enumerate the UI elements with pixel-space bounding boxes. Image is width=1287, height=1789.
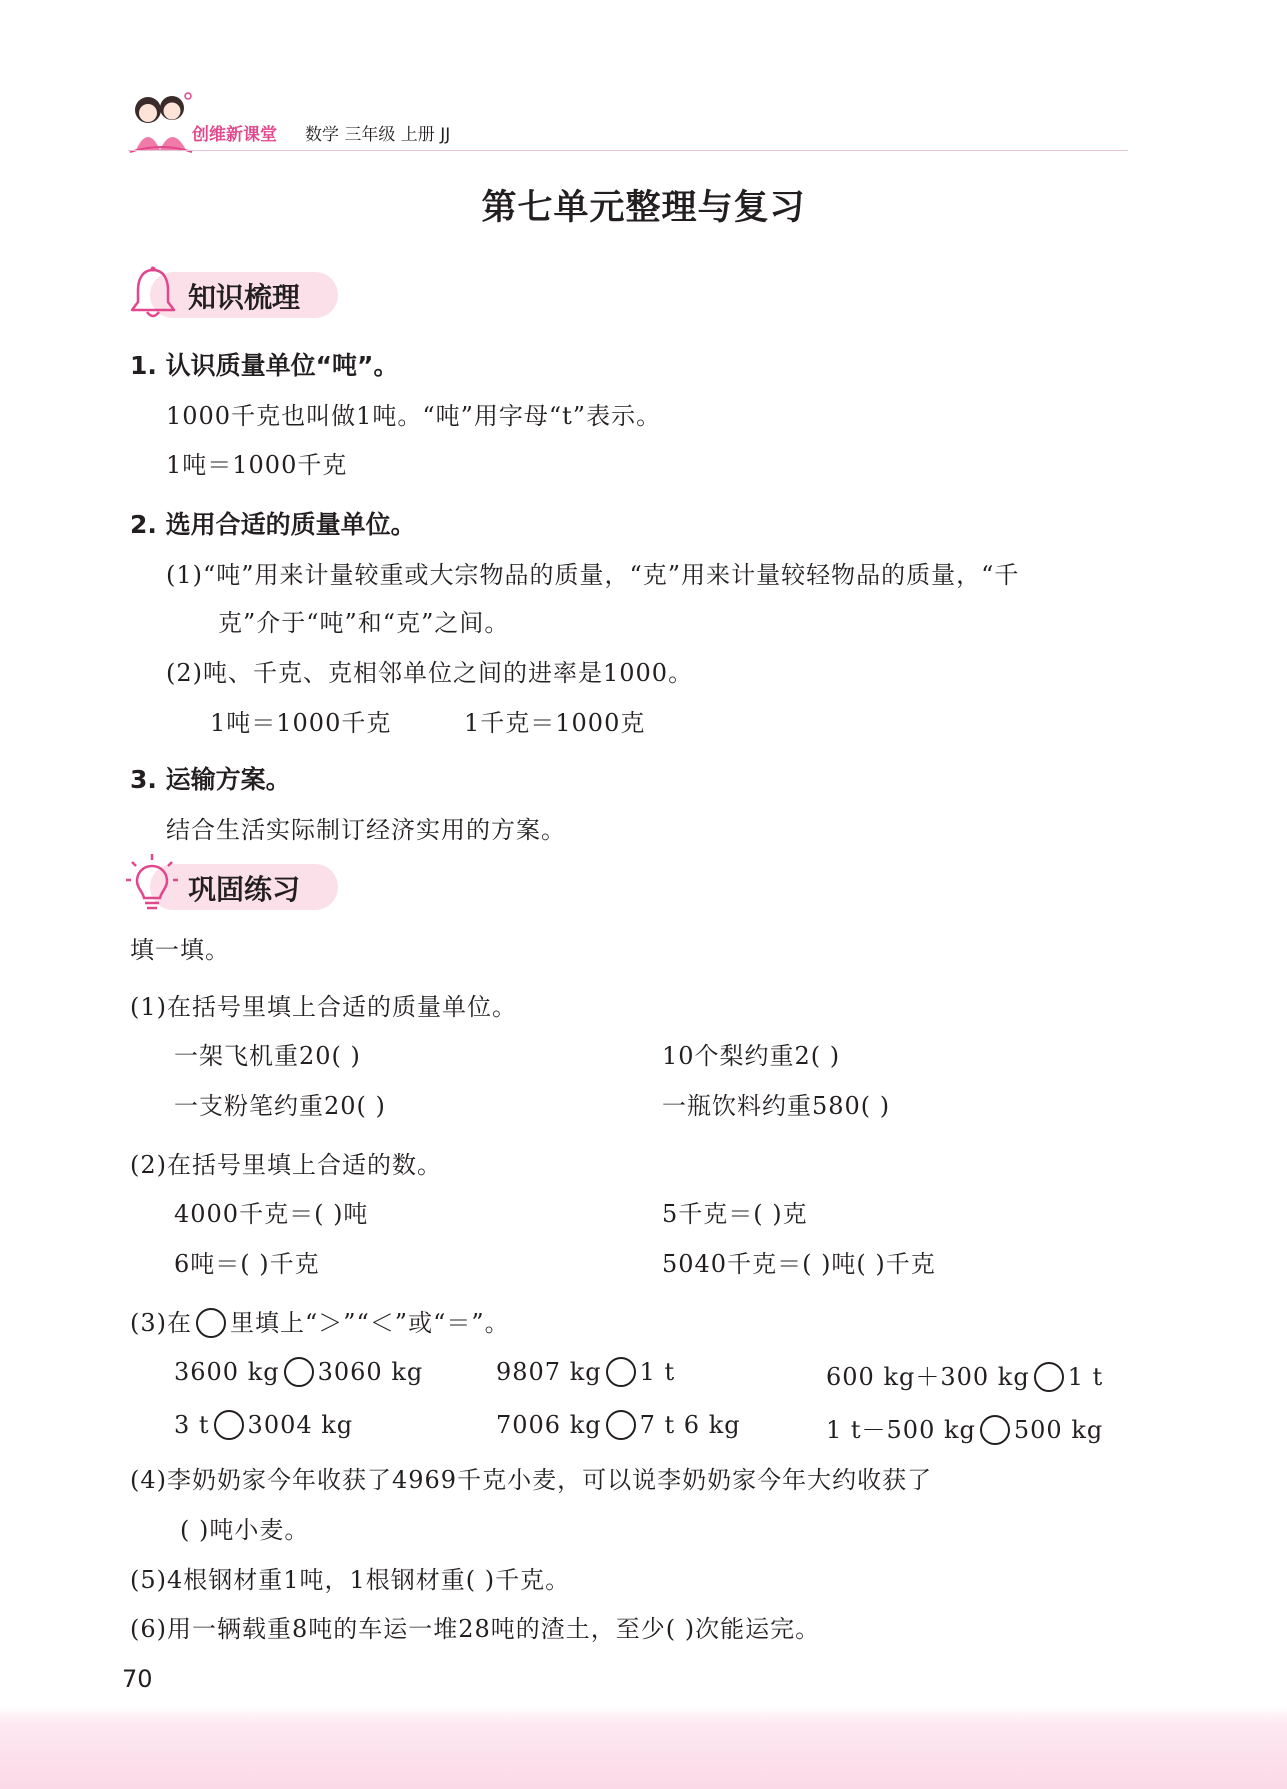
q3-d-right: 3004 kg	[247, 1411, 354, 1439]
q2-d: 5040千克＝( )吨( )千克	[662, 1250, 936, 1278]
item2-p1-line1: (1)“吨”用来计量较重或大宗物品的质量，“克”用来计量较轻物品的质量，“千	[166, 561, 1020, 589]
brand-name: 创维新课堂	[192, 125, 277, 145]
section-knowledge-label: 知识梳理	[188, 281, 301, 314]
compare-circle	[196, 1308, 226, 1338]
q3-b-left: 9807 kg	[496, 1358, 602, 1386]
answer-circle[interactable]	[606, 1357, 636, 1387]
header-divider	[128, 150, 1128, 151]
section-practice-label: 巩固练习	[188, 873, 301, 906]
q3-e	[496, 1410, 741, 1440]
q3-d	[174, 1410, 353, 1440]
q3-b-right: 1 t	[639, 1358, 676, 1386]
item3-heading: 3. 运输方案。	[130, 765, 291, 794]
page-title: 第七单元整理与复习	[481, 188, 806, 228]
q3-f	[826, 1410, 1103, 1445]
item2-p1-line2: 克”介于“吨”和“克”之间。	[218, 609, 510, 637]
q2-c: 6吨＝( )千克	[174, 1250, 320, 1278]
q3-c-left: 600 kg＋300 kg	[826, 1363, 1030, 1391]
q2-stem: (2)在括号里填上合适的数。	[130, 1151, 442, 1179]
answer-circle[interactable]	[214, 1410, 244, 1440]
q1-b: 10个梨约重2( )	[662, 1042, 841, 1070]
q1-c: 一支粉笔约重20( )	[174, 1092, 386, 1120]
page-number: 70	[122, 1665, 153, 1693]
answer-circle[interactable]	[1034, 1362, 1064, 1392]
q1-a: 一架飞机重20( )	[174, 1042, 361, 1070]
q3-stem-post: 里填上“＞”“＜”或“＝”。	[230, 1309, 510, 1337]
footer-band	[0, 1706, 1287, 1789]
answer-circle[interactable]	[980, 1415, 1010, 1445]
item2-eq2: 1千克＝1000克	[464, 709, 646, 737]
answer-circle[interactable]	[606, 1410, 636, 1440]
q3-f-left: 1 t－500 kg	[826, 1416, 976, 1444]
q3-d-left: 3 t	[174, 1411, 210, 1439]
q5: (5)4根钢材重1吨，1根钢材重( )千克。	[130, 1566, 571, 1594]
q3-c	[826, 1357, 1103, 1392]
q3-a-right: 3060 kg	[317, 1358, 424, 1386]
q3-a	[174, 1357, 423, 1387]
q1-d: 一瓶饮料约重580( )	[662, 1092, 891, 1120]
bell-icon	[128, 264, 178, 322]
q3-f-right: 500 kg	[1013, 1416, 1104, 1444]
item2-eq1: 1吨＝1000千克	[210, 709, 392, 737]
item1-heading: 1. 认识质量单位“吨”。	[130, 351, 399, 380]
answer-circle[interactable]	[284, 1357, 314, 1387]
practice-intro: 填一填。	[130, 936, 230, 964]
q2-b: 5千克＝( )克	[662, 1200, 808, 1228]
q3-b	[496, 1357, 675, 1387]
item1-line1: 1000千克也叫做1吨。“吨”用字母“t”表示。	[166, 402, 662, 430]
q4-line2: ( )吨小麦。	[180, 1516, 310, 1544]
q2-a: 4000千克＝( )吨	[174, 1200, 369, 1228]
item2-p2-line1: (2)吨、千克、克相邻单位之间的进率是1000。	[166, 659, 694, 687]
item3-line1: 结合生活实际制订经济实用的方案。	[166, 816, 566, 844]
item2-heading: 2. 选用合适的质量单位。	[130, 510, 416, 539]
q3-stem	[130, 1303, 510, 1338]
q3-e-right: 7 t 6 kg	[639, 1411, 741, 1439]
subject-label: 数学 三年级 上册 JJ	[305, 125, 451, 145]
lightbulb-icon	[124, 852, 180, 914]
q3-c-right: 1 t	[1067, 1363, 1104, 1391]
q3-a-left: 3600 kg	[174, 1358, 280, 1386]
q3-stem-pre: (3)在	[130, 1309, 192, 1337]
item1-line2: 1吨＝1000千克	[166, 451, 348, 479]
q6: (6)用一辆载重8吨的车运一堆28吨的渣土，至少( )次能运完。	[130, 1615, 821, 1643]
mascot-logo-icon	[126, 88, 196, 156]
q1-stem: (1)在括号里填上合适的质量单位。	[130, 993, 517, 1021]
q3-e-left: 7006 kg	[496, 1411, 602, 1439]
q4-line1: (4)李奶奶家今年收获了4969千克小麦，可以说李奶奶家今年大约收获了	[130, 1466, 933, 1494]
